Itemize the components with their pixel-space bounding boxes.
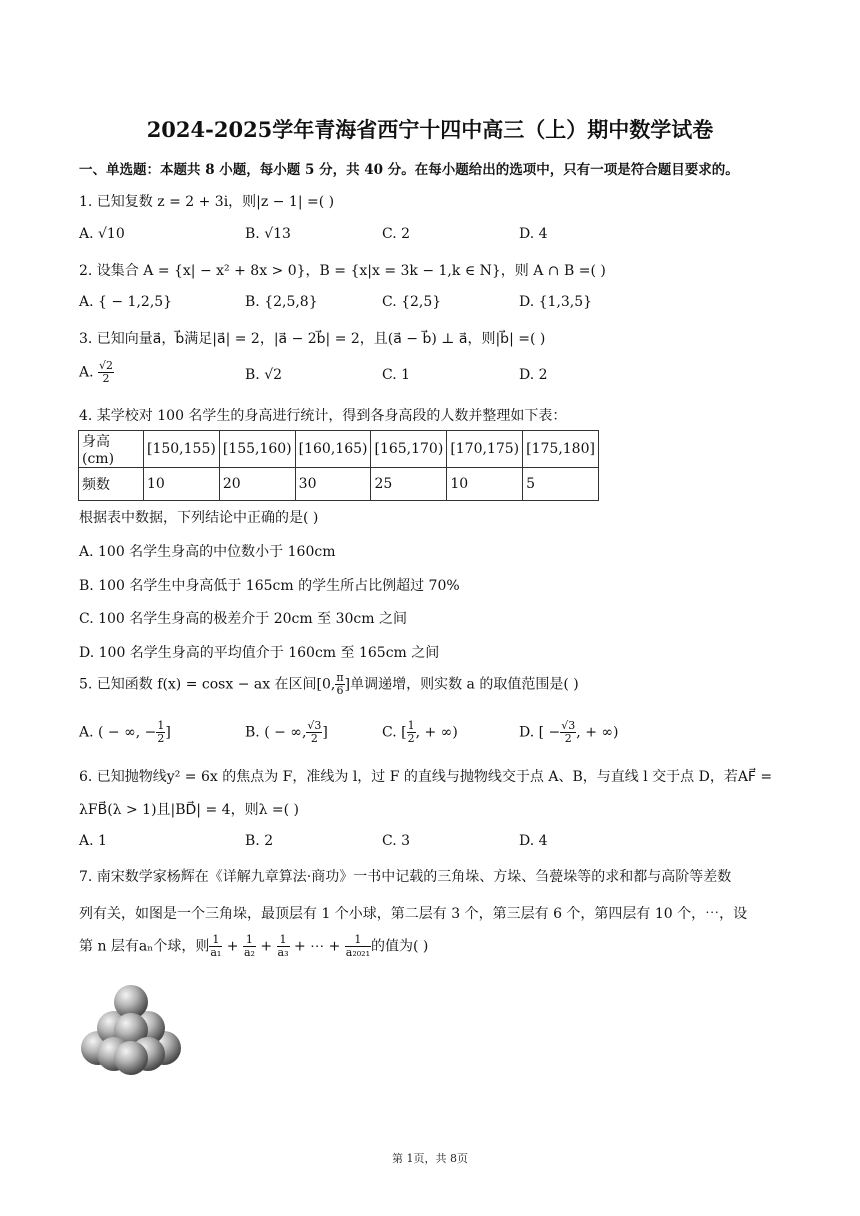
table-cell: 身高(cm) (79, 431, 144, 468)
q5-stem-post: ]单调递增，则实数 a 的取值范围是( ) (344, 676, 579, 693)
q7-term-1-numerator: 1 (209, 934, 222, 947)
question-6-line-1: 6. 已知抛物线y² = 6x 的焦点为 F，准线为 l，过 F 的直线与抛物线交于点 A、B，与直线 l 交于点 D，若AF⃗ = (79, 769, 773, 785)
q7-term-2 (243, 934, 256, 959)
q5-d-fraction (560, 720, 576, 745)
q7-term-3-numerator: 1 (277, 934, 290, 947)
q6-option-b: B. 2 (245, 833, 274, 849)
q5-c-denominator: 2 (407, 732, 415, 745)
q7-term-last (345, 934, 371, 959)
q3-option-a-fraction (98, 360, 114, 385)
q4-option-c: C. 100 名学生身高的极差介于 20cm 至 30cm 之间 (79, 611, 407, 627)
table-cell: 10 (447, 468, 523, 501)
table-cell: [150,155) (144, 431, 220, 468)
q5-b-fraction (306, 720, 322, 745)
question-5-stem (79, 672, 579, 697)
question-1-stem: 1. 已知复数 z = 2 + 3i，则|z − 1| =( ) (79, 194, 335, 210)
ball (114, 1041, 148, 1075)
question-4-stem: 4. 某学校对 100 名学生的身高进行统计，得到各身高段的人数并整理如下表： (79, 408, 567, 424)
q2-option-b: B. {2,5,8} (245, 294, 318, 310)
q7-term-1 (209, 934, 222, 959)
table-cell: [165,170) (371, 431, 447, 468)
q5-option-a (79, 720, 171, 745)
q5-b-post: ] (322, 724, 328, 741)
q5-b-numerator: √3 (307, 719, 322, 732)
table-cell: 30 (295, 468, 371, 501)
q5-option-b (245, 720, 328, 745)
q3-option-d: D. 2 (519, 367, 548, 383)
table-cell: [155,160) (219, 431, 295, 468)
q7-term-last-numerator: 1 (345, 934, 371, 947)
q3-option-c: C. 1 (382, 367, 411, 383)
q5-d-post: , + ∞) (576, 724, 619, 741)
q2-option-a: A. { − 1,2,5} (79, 294, 173, 310)
table-cell: 20 (219, 468, 295, 501)
question-2-stem: 2. 设集合 A = {x| − x² + 8x > 0}，B = {x|x = 3k − 1,k ∈ N}，则 A ∩ B =( ) (79, 263, 606, 279)
table-cell: [175,180] (523, 431, 599, 468)
q3-option-a-prefix: A. (79, 364, 94, 381)
table-cell: 频数 (79, 468, 144, 501)
section-header: 一、单选题：本题共 8 小题，每小题 5 分，共 40 分。在每小题给出的选项中，只有一项是符合题目要求的。 (79, 162, 739, 178)
q5-d-pre: D. [ − (519, 724, 561, 741)
q7-term-2-numerator: 1 (243, 934, 256, 947)
table-cell: 10 (144, 468, 220, 501)
table-cell: [160,165) (295, 431, 371, 468)
q5-a-denominator: 2 (157, 732, 165, 745)
q2-option-d: D. {1,3,5} (519, 294, 593, 310)
question-7-line-2: 列有关，如图是一个三角垛，最顶层有 1 个小球，第二层有 3 个，第三层有 6 个，第四层有 10 个，⋯，设 (79, 906, 748, 922)
q5-stem-denominator: 6 (336, 684, 344, 697)
q3-a-numerator: √2 (99, 359, 114, 372)
question-7-line-3: 第 n 层有aₙ个球，则 $\frac{1}{\text{a₁}}$ + $\frac{1}{\text{a₂}}$ + $\frac{1}{\text{a₃}}$ + ⋯ + $\frac{1}{\text{a₂₀₂₁}}$ 的值为( ) (79, 933, 429, 959)
q5-stem-fraction (335, 672, 344, 697)
q5-b-denominator: 2 (310, 732, 318, 745)
question-3-stem: 3. 已知向量a⃗，b⃗满足|a⃗| = 2，|a⃗ − 2b⃗| = 2，且(a⃗ − b⃗) ⊥ a⃗，则|b⃗| =( ) (79, 331, 546, 347)
table-cell: 5 (523, 468, 599, 501)
q5-c-post: , + ∞) (415, 724, 458, 741)
q7-term-3 (277, 934, 290, 959)
q5-stem-pre: 5. 已知函数 f(x) = cosx − ax 在区间[0, (79, 676, 336, 693)
q3-option-a (79, 360, 114, 385)
q1-option-a: A. √10 (79, 226, 125, 242)
q4-option-a: A. 100 名学生身高的中位数小于 160cm (79, 544, 336, 560)
q5-d-denominator: 2 (564, 732, 572, 745)
page-title: 2024-2025学年青海省西宁十四中高三（上）期中数学试卷 (146, 117, 714, 142)
q6-option-d: D. 4 (519, 833, 548, 849)
q2-option-c: C. {2,5} (382, 294, 442, 310)
triangular-ball-pile-figure (76, 980, 186, 1075)
table-row (79, 468, 599, 501)
q7-term-3-denominator: a₃ (277, 946, 289, 959)
q1-option-d: D. 4 (519, 226, 548, 242)
q3-option-b: B. √2 (245, 367, 283, 383)
q5-c-fraction (407, 720, 416, 745)
table-row (79, 431, 599, 468)
q5-d-numerator: √3 (561, 719, 576, 732)
q5-a-pre: A. ( − ∞, − (79, 724, 157, 741)
question-6-line-2: λFB⃗(λ > 1)且|BD⃗| = 4，则λ =( ) (79, 802, 299, 818)
q5-option-d (519, 720, 619, 745)
q6-option-c: C. 3 (382, 833, 411, 849)
q3-a-denominator: 2 (102, 372, 110, 385)
q5-a-post: ] (165, 724, 171, 741)
q5-stem-numerator: π (336, 671, 344, 684)
height-frequency-table (78, 430, 599, 501)
q7-term-2-denominator: a₂ (243, 946, 255, 959)
q1-option-c: C. 2 (382, 226, 411, 242)
q5-c-pre: C. [ (382, 724, 407, 741)
q5-c-numerator: 1 (407, 719, 415, 732)
q7-ellipsis: + ⋯ + (293, 938, 341, 955)
q5-option-c (382, 720, 458, 745)
q4-option-d: D. 100 名学生身高的平均值介于 160cm 至 165cm 之间 (79, 645, 440, 661)
q4-option-b: B. 100 名学生中身高低于 165cm 的学生所占比例超过 70% (79, 578, 460, 594)
q7-line3-post: 的值为( ) (371, 938, 429, 955)
table-cell: [170,175) (447, 431, 523, 468)
q7-term-last-denominator: a₂₀₂₁ (345, 946, 370, 959)
q5-b-pre: B. ( − ∞, (245, 724, 307, 741)
q1-option-b: B. √13 (245, 226, 291, 242)
table-cell: 25 (371, 468, 447, 501)
question-4-prompt: 根据表中数据，下列结论中正确的是( ) (79, 510, 319, 526)
page-footer: 第 1页，共 8页 (392, 1152, 468, 1165)
q7-line3-pre: 第 n 层有aₙ个球，则 (79, 938, 210, 955)
q5-a-numerator: 1 (157, 719, 165, 732)
q7-term-1-denominator: a₁ (210, 946, 222, 959)
q6-option-a: A. 1 (79, 833, 107, 849)
question-7-line-1: 7. 南宋数学家杨辉在《详解九章算法·商功》一书中记载的三角垛、方垛、刍甍垛等的求和都与高阶等差数 (79, 869, 732, 885)
